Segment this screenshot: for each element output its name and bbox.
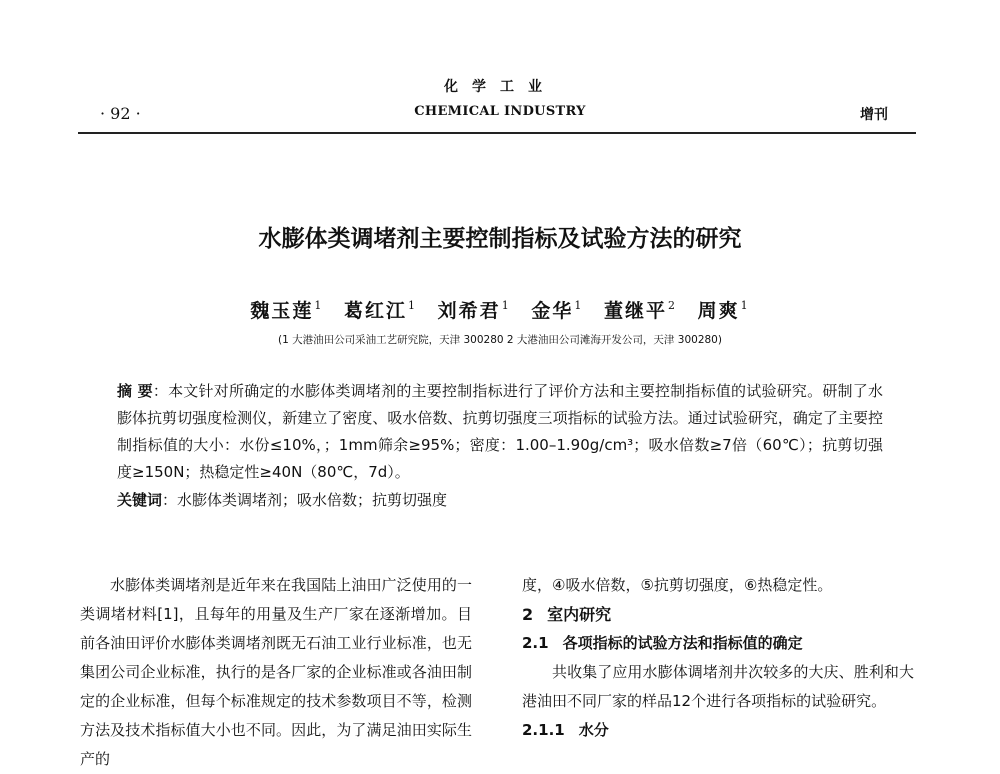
- keywords: [117, 487, 883, 514]
- subsubsection-heading: 2.1.1 水分: [522, 721, 609, 739]
- body-paragraph-continued: 度，④吸水倍数，⑤抗剪切强度，⑥热稳定性。: [522, 576, 833, 594]
- header-rule: [78, 132, 916, 134]
- body-paragraph: 水膨体类调堵剂是近年来在我国陆上油田广泛使用的一类调堵材料[1]，且每年的用量及生产厂家在逐渐增加。目前各油田评价水膨体类调堵剂既无石油工业行业标准，也无集团公司企业标准，执行的是各厂家的企业标准或各油田制定的企业标准，但每个标准规定的技术参数项目不等，检测方法及技术指标值大小也不同。因此，为了满足油田实际生产的: [80, 576, 472, 768]
- page-number: · 92 ·: [100, 104, 141, 123]
- issue-label: 增刊: [860, 107, 888, 123]
- abstract-label: 摘 要: [117, 382, 153, 400]
- author: 董继平$^2$: [603, 299, 677, 322]
- subsection-heading: 2.1 各项指标的试验方法和指标值的确定: [522, 634, 803, 652]
- body-paragraph: 共收集了应用水膨体调堵剂井次较多的大庆、胜利和大港油田不同厂家的样品12个进行各项指标的试验研究。: [522, 663, 914, 710]
- section-heading: 2 室内研究: [522, 605, 612, 624]
- author: 魏玉莲$^1$: [250, 299, 324, 322]
- keywords-text: ：水膨体类调堵剂；吸水倍数；抗剪切强度: [162, 491, 448, 509]
- author: 金华$^1$: [531, 299, 584, 322]
- keywords-label: 关键词: [117, 491, 163, 509]
- body-column-left: [80, 571, 472, 774]
- author: 葛红江$^1$: [344, 299, 418, 322]
- author: 刘希君$^1$: [437, 299, 511, 322]
- author-list: [0, 296, 1000, 323]
- affiliations: (1 大港油田公司采油工艺研究院，天津 300280 2 大港油田公司滩海开发公司，天津 300280): [278, 334, 722, 346]
- paper-title: 水膨体类调堵剂主要控制指标及试验方法的研究: [258, 226, 742, 252]
- abstract: [117, 378, 883, 486]
- author: 周爽$^1$: [697, 299, 750, 322]
- body-column-right: [522, 571, 914, 745]
- abstract-text: ：本文针对所确定的水膨体类调堵剂的主要控制指标进行了评价方法和主要控制指标值的试验研究。研制了水膨体抗剪切强度检测仪，新建立了密度、吸水倍数、抗剪切强度三项指标的试验方法。通过试验研究，确定了主要控制指标值的大小：水份≤10%，；1mm筛余≥95%；密度：1.00–1.90g/cm³；吸水倍数≥7倍（60℃）；抗剪切强度≥150N；热稳定性≥40N（80℃，7d）。: [117, 382, 883, 481]
- journal-title-en: CHEMICAL INDUSTRY: [414, 104, 586, 119]
- journal-title-cn: 化学工业: [444, 79, 556, 95]
